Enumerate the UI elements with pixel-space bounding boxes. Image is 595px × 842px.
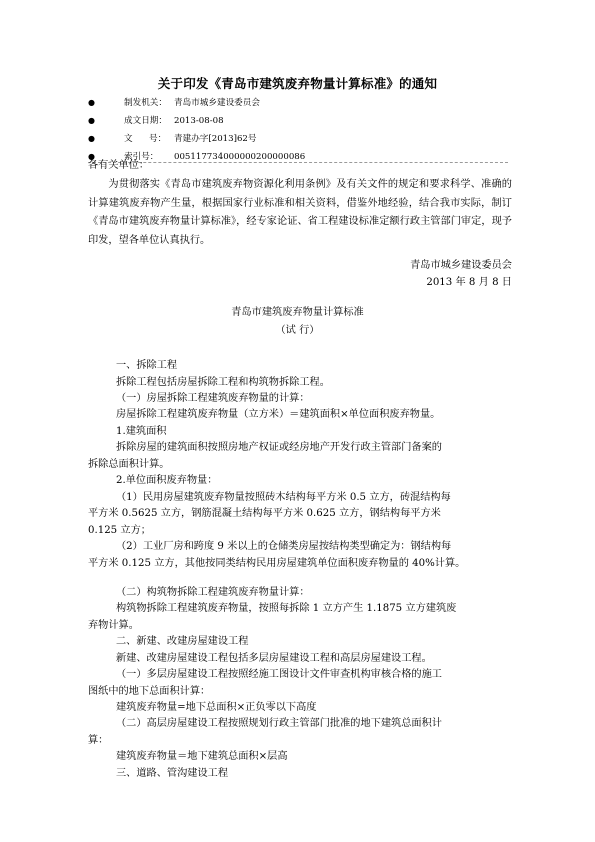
- salutation: 各有关单位：: [88, 160, 150, 171]
- body-line: 图纸中的地下总面积计算：: [88, 686, 211, 697]
- meta-label: 成文日期：: [124, 116, 167, 126]
- body-line: （二）构筑物拆除工程建筑废弃物量计算：: [116, 587, 310, 598]
- meta-value: 青岛市城乡建设委员会: [174, 98, 260, 108]
- body-line: 弃物计算。: [88, 620, 139, 631]
- body-line: 一、拆除工程: [116, 360, 178, 371]
- body-line: 1.建筑面积: [116, 426, 167, 437]
- body-line: 拆除总面积计算。: [88, 459, 170, 470]
- body-line: 建筑废弃物量=地下总面积×正负零以下高度: [116, 702, 317, 713]
- body-line: 拆除工程包括房屋拆除工程和构筑物拆除工程。: [116, 377, 330, 388]
- body-line: 平方米 0.125 立方，其他按同类结构民用房屋建筑单位面积废弃物量的 40%计算。: [88, 558, 466, 569]
- divider: [88, 162, 508, 163]
- bullet-icon: ●: [88, 98, 95, 107]
- bullet-icon: ●: [88, 152, 95, 161]
- body-line: （1）民用房屋建筑废弃物量按照砖木结构每平方米 0.5 立方，砖混结构每: [116, 492, 451, 503]
- bullet-icon: ●: [88, 116, 95, 125]
- body-line: 新建、改建房屋建设工程包括多层房屋建设工程和高层房屋建设工程。: [116, 653, 432, 664]
- body-line: 建筑废弃物量＝地下建筑总面积×层高: [116, 751, 288, 762]
- intro-paragraph: 为贯彻落实《青岛市建筑废弃物资源化利用条例》及有关文件的规定和要求科学、准确的计算建筑废弃物产生量，根据国家行业标准和相关资料，借鉴外地经验，结合我市实际，制订《青岛市建筑废弃物量计算标准》，经专家论证、省工程建设标准定额行政主管部门审定，现予印发，望各单位认真执行。: [88, 179, 512, 246]
- meta-label: 制发机关：: [124, 98, 167, 108]
- body-line: （二）高层房屋建设工程按照规划行政主管部门批准的地下建筑总面积计: [116, 718, 442, 729]
- signature-date: 2013 年 8 月 8 日: [426, 277, 512, 288]
- meta-label: 索引号：: [124, 152, 159, 162]
- body-line: 2.单位面积废弃物量：: [116, 475, 218, 486]
- body-line: 拆除房屋的建筑面积按照房地产权证或经房地产开发行政主管部门备案的: [116, 442, 442, 453]
- notice-title: 关于印发《青岛市建筑废弃物量计算标准》的通知: [157, 76, 438, 91]
- body-line: 三、道路、管沟建设工程: [116, 768, 229, 779]
- body-line: 构筑物拆除工程建筑废弃物量，按照每拆除 1 立方产生 1.1875 立方建筑废: [116, 603, 457, 614]
- meta-label: 文 号：: [124, 134, 167, 144]
- body-line: 房屋拆除工程建筑废弃物量（立方米）＝建筑面积×单位面积废弃物量。: [116, 409, 441, 420]
- standard-subtitle: （试 行）: [275, 325, 320, 336]
- standard-title: 青岛市建筑废弃物量计算标准: [231, 307, 364, 318]
- body-line: （一）房屋拆除工程建筑废弃物量的计算：: [116, 393, 310, 404]
- body-line: （一）多层房屋建设工程按照经施工图设计文件审查机构审核合格的施工: [116, 669, 442, 680]
- meta-value: 2013-08-08: [174, 116, 224, 126]
- signature-org: 青岛市城乡建设委员会: [410, 260, 512, 271]
- meta-value: 青建办字[2013]62号: [174, 134, 257, 144]
- body-line: 平方米 0.5625 立方，钢筋混凝土结构每平方米 0.625 立方，钢结构每平方米: [88, 508, 441, 519]
- body-line: （2）工业厂房和跨度 9 米以上的仓储类房屋按结构类型确定为：钢结构每: [116, 541, 452, 552]
- body-line: 算：: [88, 735, 109, 746]
- body-line: 二、新建、改建房屋建设工程: [116, 636, 249, 647]
- body-line: 0.125 立方；: [88, 525, 151, 536]
- meta-value: 005117734000000200000086: [174, 152, 306, 162]
- bullet-icon: ●: [88, 134, 95, 143]
